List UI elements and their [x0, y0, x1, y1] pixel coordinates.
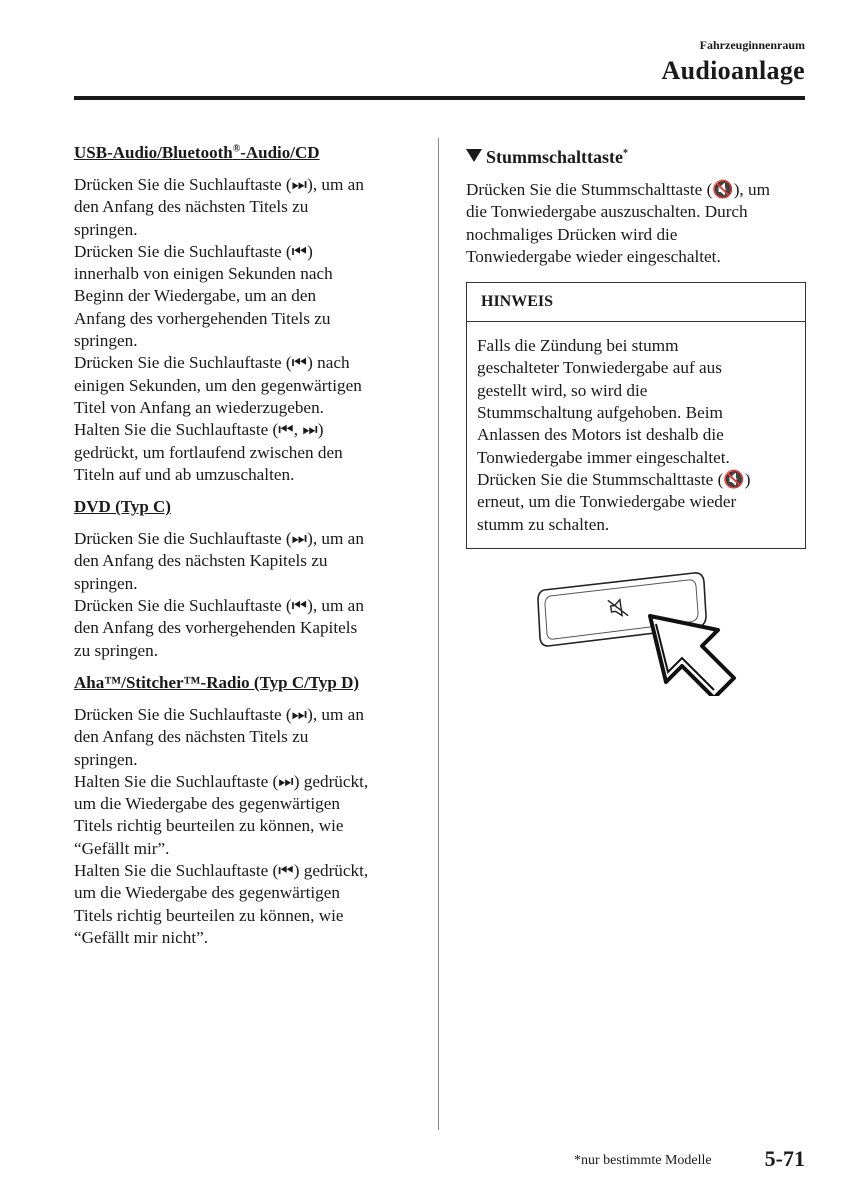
mute-button-illustration — [528, 566, 738, 696]
text-line: Drücken Sie die Suchlauftaste (⏮) nach — [74, 353, 350, 373]
header-rule — [74, 96, 805, 100]
page-title: Audioanlage — [661, 56, 805, 85]
text-line: gestellt wird, so wird die — [477, 380, 648, 400]
text-line: einigen Sekunden, um den gegenwärtigen — [74, 375, 362, 395]
note-box — [466, 282, 806, 549]
text-line: Halten Sie die Suchlauftaste (⏮, ⏭) — [74, 420, 324, 440]
text-line: Drücken Sie die Stummschalttaste (🔇), um — [466, 180, 770, 199]
note-heading: HINWEIS — [467, 283, 805, 322]
left-column — [74, 142, 424, 959]
usb-heading: USB-Audio/Bluetooth®-Audio/CD — [74, 143, 320, 162]
text-line: um die Wiedergabe des gegenwärtigen — [74, 794, 340, 814]
usb-paragraph — [74, 174, 424, 486]
text-line: Tonwiedergabe wieder eingeschaltet. — [466, 246, 721, 266]
footer-note: *nur bestimmte Modelle — [574, 1153, 712, 1168]
dvd-heading: DVD (Typ C) — [74, 497, 171, 517]
text-line: den Anfang des nächsten Kapitels zu — [74, 551, 328, 571]
text-line: Anlassen des Motors ist deshalb die — [477, 425, 724, 445]
text-line: Anfang des vorhergehenden Titels zu — [74, 308, 331, 328]
mute-section-title: Stummschalttaste* — [466, 142, 806, 169]
text-line: springen. — [74, 749, 138, 769]
text-line: geschalteter Tonwiedergabe auf aus — [477, 358, 722, 378]
dvd-paragraph — [74, 528, 424, 662]
text-line: Drücken Sie die Suchlauftaste (⏮) — [74, 241, 313, 261]
text-line: Stummschaltung aufgehoben. Beim — [477, 403, 723, 423]
text-line: Drücken Sie die Suchlauftaste (⏭), um an — [74, 529, 364, 549]
text-line: den Anfang des nächsten Titels zu — [74, 197, 309, 217]
note-body — [467, 322, 805, 548]
text-line: gedrückt, um fortlaufend zwischen den — [74, 442, 343, 462]
text-line: Titels richtig beurteilen zu können, wie — [74, 905, 344, 925]
text-line: erneut, um die Tonwiedergabe wieder — [477, 492, 737, 512]
text-line: Drücken Sie die Suchlauftaste (⏮), um an — [74, 596, 364, 616]
triangle-bullet-icon — [466, 149, 482, 162]
mute-paragraph — [466, 179, 806, 268]
pointer-arrow-icon — [650, 616, 734, 696]
text-line: springen. — [74, 573, 138, 593]
page-number: 5-71 — [764, 1146, 805, 1171]
text-line: “Gefällt mir”. — [74, 838, 170, 858]
text-line: um die Wiedergabe des gegenwärtigen — [74, 883, 340, 903]
text-line: Halten Sie die Suchlauftaste (⏭) gedrückt, — [74, 771, 369, 791]
text-line: stumm zu schalten. — [477, 514, 610, 534]
text-line: innerhalb von einigen Sekunden nach — [74, 264, 333, 284]
aha-paragraph — [74, 704, 424, 949]
text-line: Drücken Sie die Suchlauftaste (⏭), um an — [74, 704, 364, 724]
right-column — [466, 142, 806, 549]
text-line: Titels richtig beurteilen zu können, wie — [74, 816, 344, 836]
text-line: springen. — [74, 219, 138, 239]
text-line: zu springen. — [74, 640, 159, 660]
text-line: Halten Sie die Suchlauftaste (⏮) gedrückt, — [74, 861, 369, 881]
text-line: die Tonwiedergabe auszuschalten. Durch — [466, 202, 748, 222]
text-line: nochmaliges Drücken wird die — [466, 224, 678, 244]
text-line: Titeln auf und ab umzuschalten. — [74, 464, 295, 484]
text-line: “Gefällt mir nicht”. — [74, 927, 209, 947]
text-line: Falls die Zündung bei stumm — [477, 336, 679, 356]
column-divider — [438, 138, 439, 1130]
text-line: den Anfang des nächsten Titels zu — [74, 727, 309, 747]
text-line: Drücken Sie die Suchlauftaste (⏭), um an — [74, 175, 364, 194]
section-label: Fahrzeuginnenraum — [699, 38, 805, 52]
text-line: Drücken Sie die Stummschalttaste (🔇) — [477, 469, 751, 489]
text-line: den Anfang des vorhergehenden Kapitels — [74, 618, 358, 638]
text-line: Beginn der Wiedergabe, um an den — [74, 286, 317, 306]
text-line: Tonwiedergabe immer eingeschaltet. — [477, 447, 730, 467]
aha-heading: Aha™/Stitcher™-Radio (Typ C/Typ D) — [74, 672, 360, 692]
text-line: Titel von Anfang an wiederzugeben. — [74, 397, 324, 417]
text-line: springen. — [74, 331, 138, 351]
